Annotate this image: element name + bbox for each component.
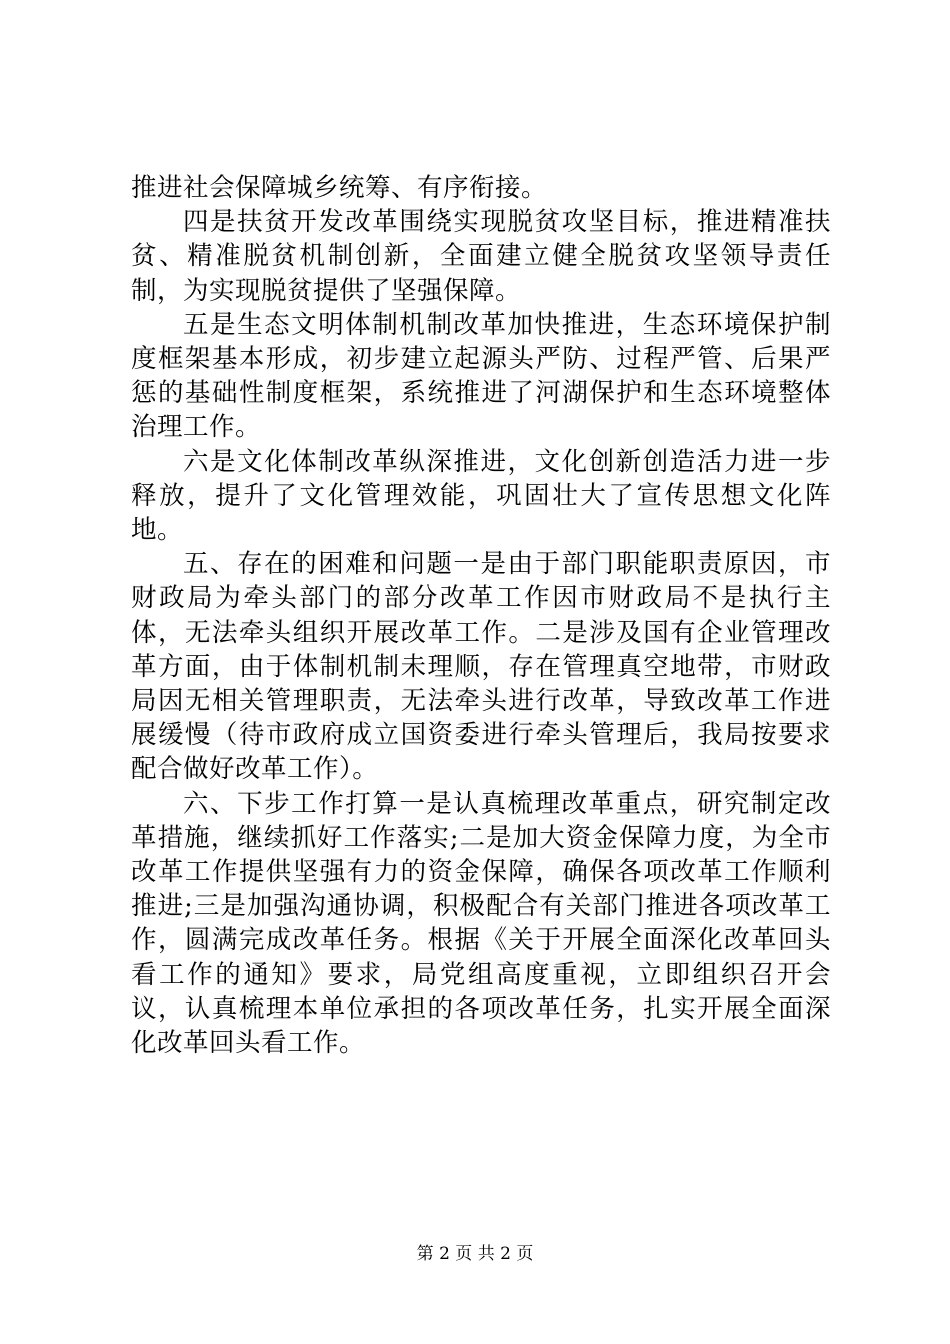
document-body: [131, 171, 831, 1060]
paragraph-ecology-reform: 五是生态文明体制机制改革加快推进，生态环境保护制度框架基本形成，初步建立起源头严防、过程严管、后果严惩的基础性制度框架，系统推进了河湖保护和生态环境整体治理工作。: [131, 309, 831, 443]
paragraph-continuation: 推进社会保障城乡统筹、有序衔接。: [131, 173, 548, 203]
page-footer: 第 2 页 共 2 页: [416, 1244, 534, 1264]
paragraph-next-steps: 六、下步工作打算一是认真梳理改革重点，研究制定改革措施，继续抓好工作落实;二是加大资金保障力度，为全市改革工作提供坚强有力的资金保障，确保各项改革工作顺利推进;三是加强沟通协调，积极配合有关部门推进各项改革工作，圆满完成改革任务。根据《关于开展全面深化改革回头看工作的通知》要求，局党组高度重视，立即组织召开会议，认真梳理本单位承担的各项改革任务，扎实开展全面深化改革回头看工作。: [131, 788, 831, 1059]
paragraph-poverty-reform: 四是扶贫开发改革围绕实现脱贫攻坚目标，推进精准扶贫、精准脱贫机制创新，全面建立健全脱贫攻坚领导责任制，为实现脱贫提供了坚强保障。: [131, 207, 831, 306]
paragraph-difficulties: 五、存在的困难和问题一是由于部门职能职责原因，市财政局为牵头部门的部分改革工作因市财政局不是执行主体，无法牵头组织开展改革工作。二是涉及国有企业管理改革方面，由于体制机制未理顺，存在管理真空地带，市财政局因无相关管理职责，无法牵头进行改革，导致改革工作进展缓慢（待市政府成立国资委进行牵头管理后，我局按要求配合做好改革工作）。: [131, 549, 831, 785]
paragraph-culture-reform: 六是文化体制改革纵深推进，文化创新创造活力进一步释放，提升了文化管理效能，巩固壮大了宣传思想文化阵地。: [131, 446, 831, 546]
